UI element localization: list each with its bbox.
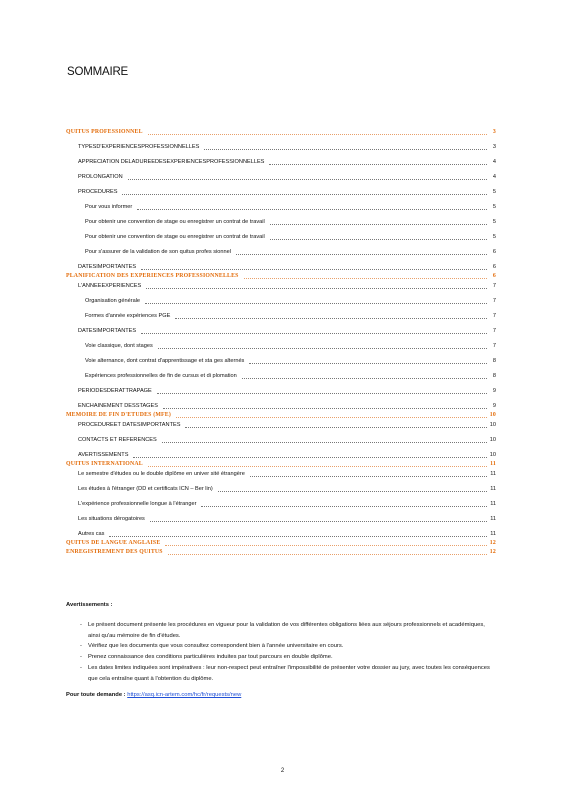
toc-entry[interactable] [66,478,496,493]
toc-entry-page: 4 [492,159,496,166]
toc-entry[interactable] [66,136,496,151]
toc-leader-dots [109,535,487,537]
toc-leader-dots [236,253,487,255]
toc-leader-dots [148,133,487,135]
toc-entry[interactable] [66,508,496,523]
page-number: 2 [280,768,285,774]
toc-entry-label: ENCHAINEMENT DESSTAGES [78,403,158,410]
toc-entry-page: 11 [490,531,496,538]
toc-entry[interactable] [66,395,496,410]
warnings-block [66,602,496,698]
toc-entry-label: QUITUS PROFESSIONNEL [66,129,143,136]
toc-leader-dots [158,347,487,349]
toc-entry-page: 9 [492,388,496,395]
toc-entry-page: 7 [492,343,496,350]
warning-text: Le présent document présente les procédures en vigueur pour la validation de vos différentes obligations liées aux séjours professionnels et académiques, ainsi qu'au mémoire de fin d'études. [88,622,485,639]
toc-entry-label: APPRECIATION DELADUREEDESEXPERIENCESPROFESSIONNELLES [78,159,265,166]
toc-entry[interactable] [66,166,496,181]
toc-entry[interactable] [66,365,496,380]
toc-leader-dots [163,407,487,409]
toc-entry-page: 9 [492,403,496,410]
toc-entry-page: 7 [492,313,496,320]
toc-leader-dots [148,465,487,467]
toc-entry-label: CONTACTS ET REFERENCES [78,437,157,444]
toc-entry-label: Expériences professionnelles de fin de cursus et di plomation [85,373,237,380]
toc-entry-label: Les études à l'étranger (DD et certificats ICN – Ber lin) [78,486,213,493]
toc-leader-dots [176,416,487,418]
toc-entry-label: Voie alternance, dont contrat d'apprentissage et sta ges alternés [85,358,245,365]
toc-section-entry[interactable] [66,127,496,136]
toc-leader-dots [269,163,487,165]
toc-entry-label: Les situations dérogatoires [78,516,145,523]
contact-link[interactable]: https://asq.icn-artem.com/hc/fr/requests/new [127,692,242,699]
toc-section-entry[interactable] [66,271,496,280]
warning-item [66,641,496,652]
toc-entry[interactable] [66,151,496,166]
toc-entry-label: Autres cas [78,531,105,538]
toc-leader-dots [218,490,487,492]
warning-item [66,620,496,641]
toc-entry[interactable] [66,444,496,459]
toc-leader-dots [146,287,487,289]
toc-entry-page: 11 [490,486,496,493]
toc-entry[interactable] [66,280,496,290]
toc-entry-page: 5 [492,189,496,196]
toc-section-entry[interactable] [66,459,496,468]
toc-entry[interactable] [66,211,496,226]
toc-entry[interactable] [66,493,496,508]
toc-entry[interactable] [66,350,496,365]
bullet-marker: - [80,654,82,661]
toc-entry-label: QUITUS INTERNATIONAL [66,461,143,468]
toc-entry[interactable] [66,429,496,444]
toc-entry-page: 3 [492,144,496,151]
toc-section-entry[interactable] [66,410,496,419]
toc-entry-page: 11 [490,516,496,523]
toc-entry-page: 12 [489,549,496,556]
toc-entry-page: 7 [492,283,496,290]
toc-entry-page: 8 [492,358,496,365]
toc-entry-page: 12 [489,540,496,547]
toc-entry-label: L'ANNEEEXPERIENCES [78,283,142,290]
toc-entry-label: Pour s'assurer de la validation de son quitus profes sionnel [85,249,231,256]
toc-entry-page: 10 [489,452,496,459]
toc-leader-dots [204,148,487,150]
toc-leader-dots [137,208,487,210]
toc-entry-label: AVERTISSEMENTS [78,452,129,459]
warning-text: Les dates limites indiquées sont impératives : leur non-respect peut entraîner l'impossibilité de présenter votre dossier au jury, avec toutes les conséquences que cela entraîne quant à l'obtention du diplôme. [88,664,490,682]
toc-entry-page: 5 [492,204,496,211]
table-of-contents [66,127,496,556]
toc-entry-page: 6 [492,249,496,256]
toc-entry-label: Pour obtenir une convention de stage ou enregistrer un contrat de travail [85,219,265,226]
toc-leader-dots [270,238,487,240]
toc-entry-label: Pour vous informer [85,204,133,211]
toc-entry[interactable] [66,196,496,211]
toc-leader-dots [249,362,487,364]
toc-entry-page: 11 [490,501,496,508]
toc-entry-label: Organisation générale [85,298,141,305]
toc-leader-dots [145,302,487,304]
toc-entry[interactable] [66,241,496,256]
toc-entry-page: 4 [492,174,496,181]
toc-entry[interactable] [66,380,496,395]
toc-entry-page: 10 [489,422,496,429]
toc-entry-label: Pour obtenir une convention de stage ou enregistrer un contrat de travail [85,234,265,241]
toc-entry-label: PROLONGATION [78,174,123,181]
warning-text: Vérifiez que les documents que vous consultez correspondent bien à l'année universitaire en cours. [88,643,344,650]
toc-entry-label: MEMOIRE DE FIN D'ETUDES (MFE) [66,412,171,419]
toc-leader-dots [150,520,487,522]
toc-leader-dots [133,456,486,458]
toc-entry-label: Formes d'année expériences PGE [85,313,171,320]
toc-entry-page: 11 [490,471,496,478]
toc-entry-page: 11 [490,461,496,468]
toc-leader-dots [141,268,487,270]
warnings-list [66,620,496,684]
bullet-marker: - [80,643,82,650]
toc-leader-dots [201,505,487,507]
toc-entry-page: 10 [489,412,496,419]
toc-entry-page: 8 [492,373,496,380]
toc-leader-dots [162,441,487,443]
toc-leader-dots [250,475,487,477]
toc-entry-page: 6 [492,273,496,280]
bullet-marker: - [80,622,82,628]
toc-leader-dots [122,193,487,195]
toc-entry[interactable] [66,523,496,538]
toc-entry-label: PLANIFICATION DES EXPERIENCES PROFESSIONNELLES [66,273,239,280]
toc-entry[interactable] [66,226,496,241]
contact-line [66,692,496,698]
toc-entry[interactable] [66,335,496,350]
toc-leader-dots [175,317,487,319]
toc-entry-page: 7 [492,298,496,305]
toc-entry[interactable] [66,320,496,335]
toc-entry[interactable] [66,290,496,305]
toc-leader-dots [244,277,487,279]
toc-entry-label: Voie classique, dont stages [85,343,153,350]
toc-entry[interactable] [66,305,496,320]
toc-entry-label: Le semestre d'études ou le double diplôme en univer sité étrangère [78,471,245,478]
toc-entry-label: ENREGISTREMENT DES QUITUS [66,549,163,556]
contact-lead: Pour toute demande : [66,692,126,699]
toc-entry-page: 3 [492,129,496,136]
toc-leader-dots [168,553,487,555]
page-title: SOMMAIRE [67,66,129,78]
warning-text: Prenez connaissance des conditions particulières induites par tout parcours en double diplôme. [88,654,333,661]
toc-entry-label: TYPESD'EXPERIENCESPROFESSIONNELLES [78,144,200,151]
toc-entry-label: PROCEDURES [78,189,118,196]
toc-entry[interactable] [66,468,496,478]
toc-entry-label: DATESIMPORTANTES [78,264,137,271]
toc-section-entry[interactable] [66,547,496,556]
bullet-marker: - [80,664,82,671]
toc-entry-label: PROCEDUREET DATESIMPORTANTES [78,422,181,429]
toc-section-entry[interactable] [66,538,496,547]
toc-leader-dots [157,392,487,394]
toc-entry-page: 5 [492,219,496,226]
toc-entry[interactable] [66,181,496,196]
toc-entry-page: 5 [492,234,496,241]
toc-entry-page: 10 [489,437,496,444]
toc-leader-dots [128,178,487,180]
warning-item [66,652,496,663]
toc-entry-label: QUITUS DE LANGUE ANGLAISE [66,540,161,547]
toc-entry[interactable] [66,256,496,271]
warnings-title: Avertissements : [66,602,113,608]
toc-entry-page: 7 [492,328,496,335]
toc-leader-dots [141,332,487,334]
toc-leader-dots [270,223,487,225]
toc-entry-label: L'expérience professionnelle longue à l'étranger [78,501,197,508]
toc-entry-page: 6 [492,264,496,271]
toc-entry-label: DATESIMPORTANTES [78,328,137,335]
warning-item [66,663,496,684]
toc-leader-dots [242,377,487,379]
toc-entry-label: PERIODESDERATTRAPAGE [78,388,152,395]
toc-entry[interactable] [66,419,496,429]
toc-leader-dots [185,426,486,428]
toc-leader-dots [165,544,486,546]
